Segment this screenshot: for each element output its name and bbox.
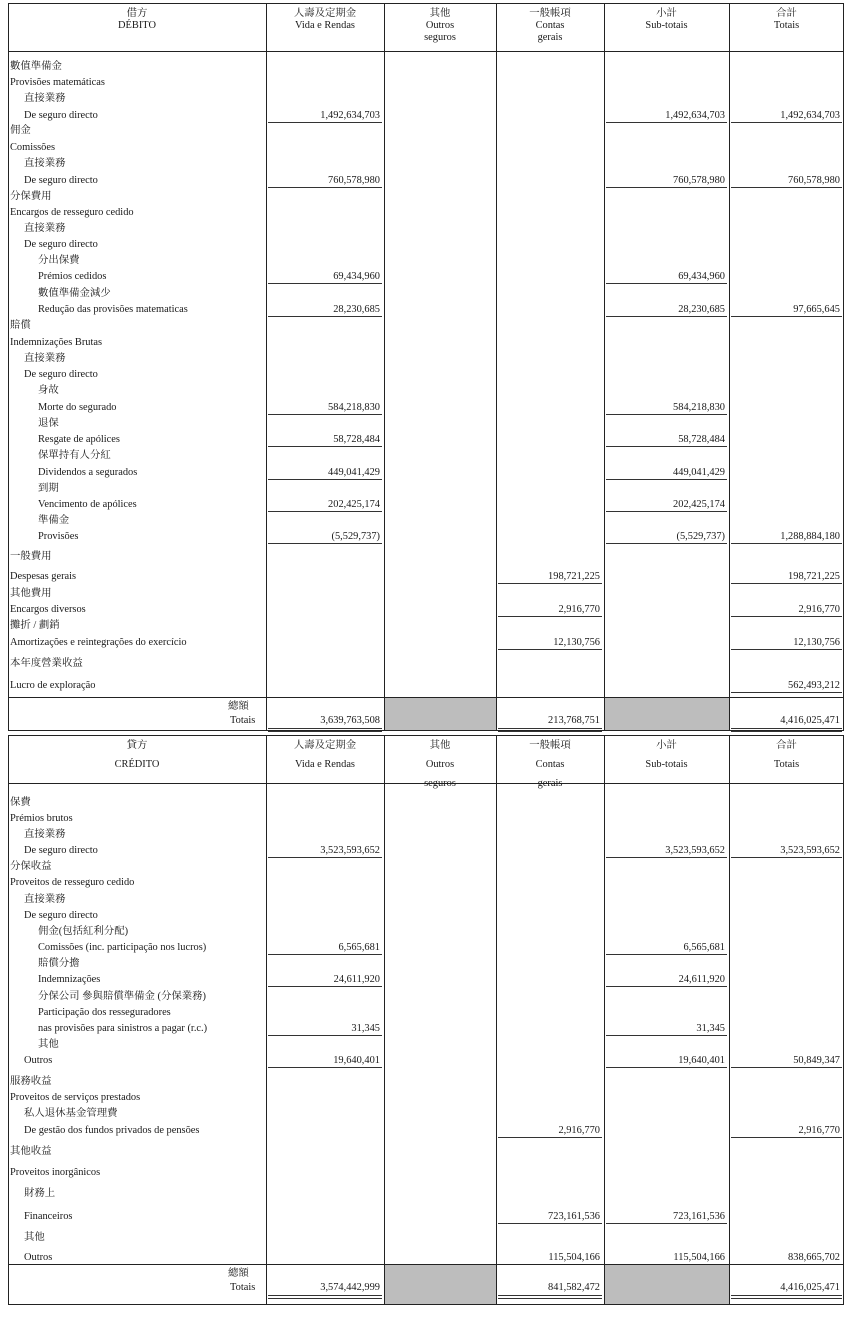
debit-row-label: 退保 <box>38 418 59 429</box>
debit-total-double-underline <box>731 728 842 729</box>
credit-row-value: 723,161,536 <box>548 1211 600 1222</box>
debit-value-underline <box>498 649 602 650</box>
debit-row-label: 數值準備金 <box>10 61 62 72</box>
credit-column-divider <box>729 735 730 1305</box>
credit-header-c1-line: 人壽及定期金 <box>293 740 357 751</box>
debit-row-label: Dividendos a segurados <box>38 467 138 478</box>
credit-row-label: 直接業務 <box>24 829 66 840</box>
debit-value-underline <box>268 446 382 447</box>
debit-row-label: Morte do segurado <box>38 402 117 413</box>
credit-header-c3-line: 一般帳項 <box>529 740 571 751</box>
debit-column-divider <box>496 3 497 731</box>
credit-value-underline <box>268 1035 382 1036</box>
credit-header-c0-line: CRÉDITO <box>114 759 160 770</box>
debit-total-shaded-cell <box>605 697 729 730</box>
debit-row-label: Vencimento de apólices <box>38 499 137 510</box>
credit-total-label-zh: 總額 <box>228 1268 249 1279</box>
debit-total-label: Totais <box>230 715 256 726</box>
credit-header-c1-line: Vida e Rendas <box>295 759 355 770</box>
debit-value-underline <box>606 122 727 123</box>
debit-value-underline <box>268 187 382 188</box>
credit-row-label: 服務收益 <box>10 1076 52 1087</box>
credit-row-label: 賠償分擔 <box>38 958 80 969</box>
credit-row-label: Participação dos resseguradores <box>38 1007 171 1018</box>
credit-row-label: 其他 <box>38 1039 59 1050</box>
debit-row-label: 本年度營業收益 <box>10 658 83 669</box>
debit-total-shaded-cell <box>385 697 496 730</box>
debit-row-value: 12,130,756 <box>793 637 840 648</box>
debit-row-label: 保單持有人分紅 <box>38 450 111 461</box>
credit-row-label: 分保收益 <box>10 861 52 872</box>
credit-row-label: Financeiros <box>24 1211 73 1222</box>
debit-row-value: 58,728,484 <box>678 434 725 445</box>
credit-total-value: 841,582,472 <box>548 1282 600 1293</box>
debit-row-label: De seguro directo <box>24 110 98 121</box>
debit-row-value: 198,721,225 <box>548 571 600 582</box>
debit-row-value: 28,230,685 <box>678 304 725 315</box>
credit-row-label: Prémios brutos <box>10 813 73 824</box>
credit-header-c4-line: Sub-totais <box>645 759 688 770</box>
credit-column-divider <box>384 735 385 1305</box>
debit-header-c2-line: Outros <box>425 20 455 31</box>
debit-row-value: 1,288,884,180 <box>780 531 840 542</box>
credit-row-value: 24,611,920 <box>678 974 725 985</box>
debit-row-label: 身故 <box>38 385 59 396</box>
debit-column-divider <box>384 3 385 731</box>
debit-row-value: 449,041,429 <box>328 467 380 478</box>
credit-row-label: 保費 <box>10 797 31 808</box>
debit-row-label: Provisões <box>38 531 79 542</box>
credit-total-double-underline <box>731 1298 842 1299</box>
debit-row-value: 449,041,429 <box>673 467 725 478</box>
debit-row-label: 準備金 <box>38 515 70 526</box>
credit-row-label: 其他 <box>24 1232 45 1243</box>
credit-row-label: 佣金(包括紅利分配) <box>38 926 129 937</box>
credit-header-c5-line: Totais <box>773 759 800 770</box>
debit-header-c0-line: DÉBITO <box>118 20 156 31</box>
debit-row-label: 佣金 <box>10 125 31 136</box>
debit-row-label: Encargos diversos <box>10 604 86 615</box>
credit-value-underline <box>731 857 842 858</box>
debit-value-underline <box>606 543 727 544</box>
debit-value-underline <box>606 316 727 317</box>
debit-row-label: 分保費用 <box>10 191 52 202</box>
debit-row-value: 1,492,634,703 <box>665 110 725 121</box>
credit-row-value: 2,916,770 <box>558 1125 600 1136</box>
credit-row-value: 3,523,593,652 <box>780 845 840 856</box>
debit-header-c3-line: gerais <box>537 32 563 43</box>
credit-row-label: De seguro directo <box>24 910 98 921</box>
debit-row-label: 數值準備金減少 <box>38 288 111 299</box>
debit-row-value: 562,493,212 <box>788 680 840 691</box>
credit-row-value: 115,504,166 <box>673 1252 725 1263</box>
debit-row-label: 直接業務 <box>24 93 66 104</box>
credit-value-underline <box>268 986 382 987</box>
debit-row-label: 直接業務 <box>24 353 66 364</box>
credit-total-label: Totais <box>230 1282 256 1293</box>
credit-value-underline <box>498 1137 602 1138</box>
credit-row-value: 50,849,347 <box>793 1055 840 1066</box>
debit-value-underline <box>606 414 727 415</box>
debit-row-value: 2,916,770 <box>558 604 600 615</box>
debit-value-underline <box>606 511 727 512</box>
credit-row-value: 3,523,593,652 <box>665 845 725 856</box>
credit-row-label: Outros <box>24 1252 53 1263</box>
debit-row-value: 202,425,174 <box>673 499 725 510</box>
debit-row-label: De seguro directo <box>24 369 98 380</box>
debit-row-value: (5,529,737) <box>676 531 725 542</box>
credit-row-label: De seguro directo <box>24 845 98 856</box>
debit-total-label-zh: 總額 <box>228 701 249 712</box>
debit-row-label: Lucro de exploração <box>10 680 96 691</box>
debit-value-underline <box>606 446 727 447</box>
credit-total-double-underline <box>731 1295 842 1296</box>
debit-total-value: 4,416,025,471 <box>780 715 840 726</box>
debit-row-label: Amortizações e reintegrações do exercício <box>10 637 187 648</box>
credit-header-c3-line: Contas <box>535 759 565 770</box>
credit-total-shaded-cell <box>385 1264 496 1304</box>
credit-header-c5-line: 合計 <box>776 740 797 751</box>
debit-total-double-underline <box>498 728 602 729</box>
debit-row-label: Resgate de apólices <box>38 434 120 445</box>
debit-row-label: Despesas gerais <box>10 571 77 582</box>
credit-row-label: Outros <box>24 1055 53 1066</box>
debit-header-c2-line: seguros <box>424 32 456 43</box>
credit-row-label: Indemnizações <box>38 974 101 985</box>
credit-column-divider <box>266 735 267 1305</box>
debit-total-double-underline <box>731 731 842 732</box>
debit-total-top-line <box>8 697 844 698</box>
debit-header-divider <box>8 51 844 52</box>
credit-value-underline <box>606 954 727 955</box>
credit-row-label: 直接業務 <box>24 894 66 905</box>
debit-value-underline <box>268 479 382 480</box>
debit-value-underline <box>731 616 842 617</box>
debit-header-c0-line: 借方 <box>126 8 148 19</box>
debit-row-value: 198,721,225 <box>788 571 840 582</box>
debit-row-value: 1,492,634,703 <box>780 110 840 121</box>
credit-row-value: 838,665,702 <box>788 1252 840 1263</box>
debit-value-underline <box>606 479 727 480</box>
debit-row-value: 12,130,756 <box>553 637 600 648</box>
debit-row-value: 69,434,960 <box>333 271 380 282</box>
credit-header-c3-line: gerais <box>537 778 563 789</box>
debit-row-value: 202,425,174 <box>328 499 380 510</box>
credit-row-label: De gestão dos fundos privados de pensões <box>24 1125 200 1136</box>
debit-row-label: 直接業務 <box>24 223 66 234</box>
debit-value-underline <box>606 187 727 188</box>
debit-row-label: Redução das provisões matematicas <box>38 304 188 315</box>
debit-value-underline <box>731 316 842 317</box>
debit-header-c4-line: 小計 <box>656 8 677 19</box>
debit-row-label: Provisões matemáticas <box>10 77 105 88</box>
debit-row-label: Indemnizações Brutas <box>10 337 103 348</box>
credit-total-shaded-cell <box>605 1264 729 1304</box>
debit-value-underline <box>731 583 842 584</box>
debit-row-label: 賠償 <box>10 320 31 331</box>
credit-header-c2-line: Outros <box>425 759 455 770</box>
credit-row-label: 財務上 <box>24 1188 56 1199</box>
debit-row-label: Comissões <box>10 142 56 153</box>
debit-total-value: 3,639,763,508 <box>320 715 380 726</box>
debit-row-label: Prémios cedidos <box>38 271 107 282</box>
credit-header-c0-line: 貸方 <box>126 740 148 751</box>
debit-total-double-underline <box>498 731 602 732</box>
debit-row-value: 28,230,685 <box>333 304 380 315</box>
credit-total-value: 3,574,442,999 <box>320 1282 380 1293</box>
debit-row-value: (5,529,737) <box>331 531 380 542</box>
credit-row-label: 私人退休基金管理費 <box>24 1108 118 1119</box>
credit-total-value: 4,416,025,471 <box>780 1282 840 1293</box>
credit-row-label: 分保公司 參與賠償準備金 (分保業務) <box>38 991 206 1002</box>
debit-row-value: 760,578,980 <box>328 175 380 186</box>
debit-row-value: 1,492,634,703 <box>320 110 380 121</box>
debit-header-c5-line: Totais <box>773 20 800 31</box>
debit-row-label: 一般費用 <box>10 551 52 562</box>
credit-header-c2-line: 其他 <box>429 740 451 751</box>
credit-header-c2-line: seguros <box>424 778 456 789</box>
debit-value-underline <box>268 414 382 415</box>
credit-value-underline <box>731 1137 842 1138</box>
debit-row-value: 584,218,830 <box>673 402 725 413</box>
credit-row-label: Proveitos inorgânicos <box>10 1167 101 1178</box>
debit-value-underline <box>731 122 842 123</box>
debit-header-c5-line: 合計 <box>776 8 797 19</box>
credit-header-c4-line: 小計 <box>656 740 677 751</box>
credit-row-value: 115,504,166 <box>548 1252 600 1263</box>
debit-value-underline <box>731 187 842 188</box>
debit-row-label: 到期 <box>38 483 59 494</box>
debit-value-underline <box>268 543 382 544</box>
credit-value-underline <box>268 857 382 858</box>
credit-total-double-underline <box>498 1295 602 1296</box>
debit-row-label: 分出保費 <box>38 255 80 266</box>
credit-value-underline <box>606 857 727 858</box>
debit-total-double-underline <box>268 731 382 732</box>
debit-row-label: 直接業務 <box>24 158 66 169</box>
credit-value-underline <box>268 1067 382 1068</box>
credit-row-value: 31,345 <box>696 1023 725 1034</box>
debit-row-value: 58,728,484 <box>333 434 380 445</box>
credit-value-underline <box>606 1223 727 1224</box>
credit-row-value: 6,565,681 <box>683 942 725 953</box>
debit-header-c2-line: 其他 <box>429 8 451 19</box>
credit-row-label: Proveitos de serviços prestados <box>10 1092 141 1103</box>
credit-total-double-underline <box>498 1298 602 1299</box>
credit-row-label: nas provisões para sinistros a pagar (r.c.) <box>38 1023 208 1034</box>
credit-value-underline <box>606 986 727 987</box>
debit-row-label: 其他費用 <box>10 588 52 599</box>
credit-row-value: 19,640,401 <box>678 1055 725 1066</box>
credit-row-value: 31,345 <box>351 1023 380 1034</box>
debit-row-label: De seguro directo <box>24 175 98 186</box>
credit-row-value: 6,565,681 <box>338 942 380 953</box>
debit-header-c3-line: Contas <box>535 20 565 31</box>
debit-value-underline <box>268 283 382 284</box>
credit-value-underline <box>731 1067 842 1068</box>
debit-header-c3-line: 一般帳項 <box>529 8 571 19</box>
credit-row-value: 2,916,770 <box>798 1125 840 1136</box>
debit-value-underline <box>606 283 727 284</box>
credit-total-double-underline <box>268 1298 382 1299</box>
debit-value-underline <box>731 692 842 693</box>
debit-row-value: 97,665,645 <box>793 304 840 315</box>
credit-total-top-line <box>8 1264 844 1265</box>
debit-header-c4-line: Sub-totais <box>645 20 688 31</box>
credit-row-value: 24,611,920 <box>333 974 380 985</box>
credit-value-underline <box>606 1035 727 1036</box>
debit-value-underline <box>731 649 842 650</box>
debit-row-label: 攤折 / 劃銷 <box>10 620 60 631</box>
debit-value-underline <box>731 543 842 544</box>
debit-row-label: Encargos de resseguro cedido <box>10 207 134 218</box>
debit-total-value: 213,768,751 <box>548 715 600 726</box>
credit-value-underline <box>606 1067 727 1068</box>
credit-row-label: Comissões (inc. participação nos lucros) <box>38 942 207 953</box>
debit-row-value: 584,218,830 <box>328 402 380 413</box>
debit-row-value: 69,434,960 <box>678 271 725 282</box>
debit-row-label: De seguro directo <box>24 239 98 250</box>
debit-row-value: 2,916,770 <box>798 604 840 615</box>
credit-row-value: 19,640,401 <box>333 1055 380 1066</box>
debit-row-value: 760,578,980 <box>788 175 840 186</box>
debit-total-double-underline <box>268 728 382 729</box>
debit-header-c1-line: Vida e Rendas <box>295 20 355 31</box>
debit-header-c1-line: 人壽及定期金 <box>293 8 357 19</box>
credit-total-double-underline <box>268 1295 382 1296</box>
debit-value-underline <box>268 122 382 123</box>
credit-row-label: Proveitos de resseguro cedido <box>10 877 135 888</box>
debit-value-underline <box>268 316 382 317</box>
debit-value-underline <box>498 616 602 617</box>
debit-value-underline <box>498 583 602 584</box>
debit-value-underline <box>268 511 382 512</box>
credit-value-underline <box>498 1223 602 1224</box>
credit-row-value: 723,161,536 <box>673 1211 725 1222</box>
credit-value-underline <box>268 954 382 955</box>
credit-row-value: 3,523,593,652 <box>320 845 380 856</box>
debit-row-value: 760,578,980 <box>673 175 725 186</box>
credit-row-label: 其他收益 <box>10 1146 52 1157</box>
